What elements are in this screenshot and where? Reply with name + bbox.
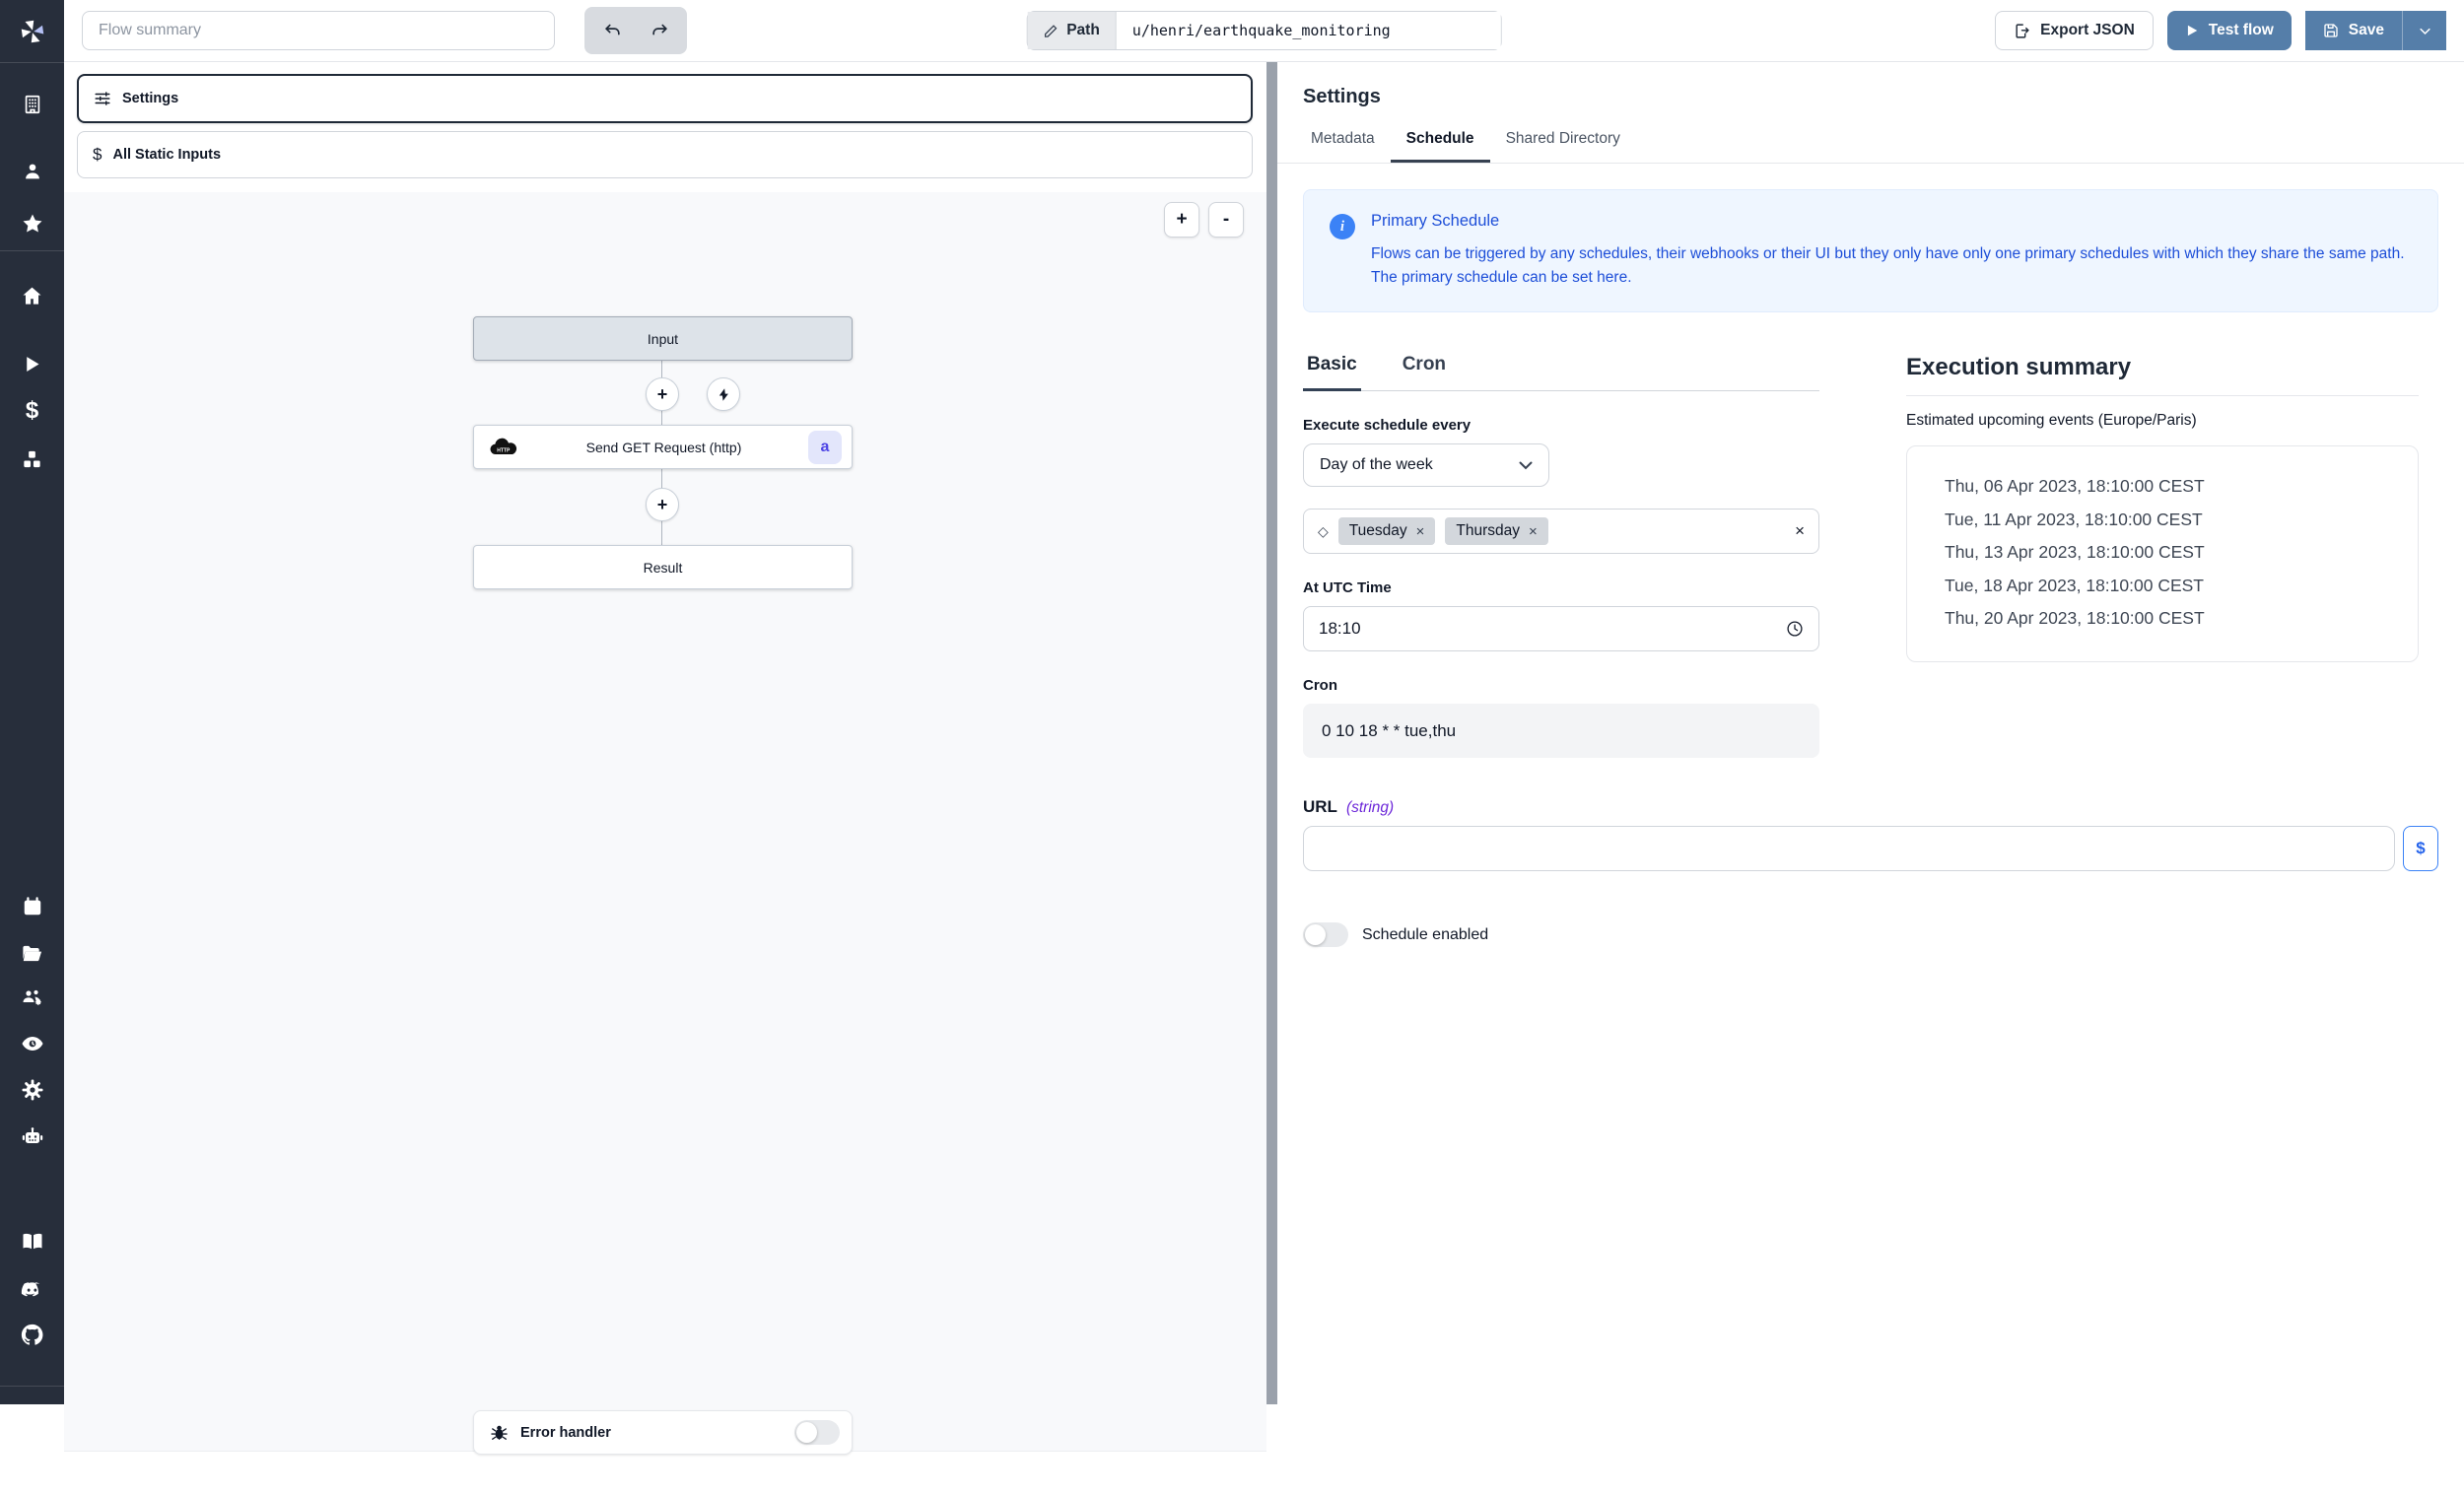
groups-users-gear-icon[interactable]	[0, 976, 64, 1021]
execution-summary-subtitle: Estimated upcoming events (Europe/Paris)	[1906, 412, 2197, 430]
clear-all-icon[interactable]: ×	[1795, 521, 1805, 541]
docs-book-icon[interactable]	[0, 1216, 64, 1267]
execution-summary-title: Execution summary	[1906, 354, 2419, 396]
all-static-inputs-row[interactable]: $ All Static Inputs	[77, 131, 1253, 178]
toggle-knob	[796, 1422, 817, 1443]
step-id-badge: a	[808, 431, 842, 464]
tab-cron[interactable]: Cron	[1402, 354, 1447, 375]
variables-dollar-icon[interactable]: $	[25, 397, 39, 424]
remove-day-icon[interactable]: ×	[1529, 522, 1538, 540]
insert-variable-button[interactable]: $	[2403, 826, 2438, 871]
bolt-icon	[717, 387, 731, 402]
chevron-down-icon	[1519, 461, 1533, 470]
test-flow-button[interactable]: Test flow	[2167, 11, 2292, 50]
schedule-columns	[1303, 354, 2438, 758]
home-icon[interactable]	[0, 251, 64, 340]
url-input[interactable]	[1303, 826, 2395, 871]
settings-panel	[1277, 62, 2464, 1404]
trigger-bolt-button[interactable]	[707, 377, 740, 411]
expand-sidebar-arrow-icon[interactable]	[0, 1387, 64, 1495]
svg-text:HTTP: HTTP	[497, 447, 511, 454]
day-pill-thursday: Thursday ×	[1445, 517, 1547, 545]
github-icon[interactable]	[0, 1311, 64, 1358]
schedule-frequency-select[interactable]: Day of the week	[1303, 443, 1549, 487]
app-sidebar	[0, 0, 64, 1404]
step-node-http[interactable]: HTTP Send GET Request (http) a	[473, 425, 853, 469]
schedule-tab-content	[1277, 164, 2464, 973]
clock-icon	[1786, 620, 1804, 638]
plus-icon: +	[656, 494, 668, 514]
schedule-enabled-label: Schedule enabled	[1362, 925, 1489, 943]
bug-icon	[490, 1423, 509, 1442]
export-icon	[2014, 23, 2030, 39]
workspace-building-icon[interactable]	[0, 63, 64, 146]
schedule-enabled-row	[1303, 922, 2438, 947]
path-label[interactable]: Path	[1027, 12, 1117, 49]
zoom-in-button[interactable]: +	[1164, 202, 1199, 238]
dollar-icon: $	[93, 145, 103, 164]
day-pill-tuesday: Tuesday ×	[1338, 517, 1436, 545]
toggle-knob	[1305, 924, 1326, 945]
result-node[interactable]: Result	[473, 545, 853, 589]
url-type-hint: (string)	[1345, 799, 1395, 817]
event-row: Thu, 06 Apr 2023, 18:10:00 CEST	[1945, 476, 2205, 497]
event-row: Tue, 11 Apr 2023, 18:10:00 CEST	[1945, 509, 2203, 529]
path-input[interactable]	[1117, 12, 1501, 49]
utc-time-label: At UTC Time	[1303, 579, 1392, 597]
info-title: Primary Schedule	[1371, 212, 1500, 230]
primary-schedule-info-box	[1303, 189, 2438, 312]
weekday-multiselect[interactable]	[1303, 509, 1819, 554]
flow-panel	[64, 62, 1266, 1441]
info-body: Flows can be triggered by any schedules, their webhooks or their UI but they only have only one primary schedules with which they share the same path. The primary schedule can be set here.	[1371, 245, 2405, 287]
info-icon: i	[1330, 214, 1355, 239]
workers-robot-icon[interactable]	[0, 1114, 64, 1161]
settings-panel-title: Settings	[1303, 86, 1381, 107]
save-dropdown-button[interactable]	[2403, 11, 2446, 50]
settings-gear-icon[interactable]	[0, 1066, 64, 1114]
windmill-logo-icon[interactable]	[0, 0, 64, 62]
user-icon[interactable]	[0, 146, 64, 197]
url-section	[1303, 797, 2438, 871]
settings-tabs	[1277, 122, 2464, 164]
event-row: Thu, 13 Apr 2023, 18:10:00 CEST	[1945, 542, 2205, 563]
canvas-zoom-controls	[1164, 202, 1244, 238]
star-icon[interactable]	[0, 197, 64, 250]
schedule-mode-tabs	[1303, 354, 1819, 391]
panel-resize-divider[interactable]	[1266, 62, 1277, 1404]
export-json-button[interactable]: Export JSON	[1995, 11, 2154, 50]
input-node[interactable]: Input	[473, 316, 853, 361]
execute-schedule-label: Execute schedule every	[1303, 417, 1472, 435]
flow-settings-row[interactable]: Settings	[77, 74, 1253, 123]
undo-button[interactable]	[588, 11, 636, 50]
save-icon	[2323, 23, 2339, 38]
topbar	[64, 0, 2464, 62]
execution-summary-column	[1906, 354, 2419, 758]
chevron-down-icon	[2418, 24, 2432, 38]
utc-time-input[interactable]: 18:10	[1303, 606, 1819, 651]
play-icon	[2185, 24, 2199, 37]
event-row: Tue, 18 Apr 2023, 18:10:00 CEST	[1945, 575, 2204, 595]
upcoming-events-box	[1906, 445, 2419, 662]
pencil-icon	[1043, 24, 1058, 38]
audit-logs-eye-icon[interactable]	[0, 1021, 64, 1066]
runs-play-icon[interactable]	[0, 340, 64, 387]
add-step-button[interactable]	[646, 488, 679, 521]
add-step-button[interactable]	[646, 377, 679, 411]
schedule-form-column	[1303, 354, 1819, 758]
flow-canvas[interactable]	[64, 192, 1266, 1452]
save-button[interactable]: Save	[2305, 11, 2403, 50]
diamond-handle-icon[interactable]: ◇	[1318, 522, 1329, 539]
resources-cubes-icon[interactable]	[0, 435, 64, 484]
save-split-button	[2305, 11, 2446, 50]
tab-metadata[interactable]: Metadata	[1311, 130, 1375, 147]
zoom-out-button[interactable]: -	[1208, 202, 1244, 238]
schedules-calendar-icon[interactable]	[0, 883, 64, 930]
redo-button[interactable]	[636, 11, 683, 50]
event-row: Thu, 20 Apr 2023, 18:10:00 CEST	[1945, 608, 2205, 629]
flow-summary-input[interactable]	[82, 11, 555, 50]
http-cloud-icon	[488, 436, 519, 459]
topbar-actions	[1995, 11, 2446, 50]
tab-basic[interactable]: Basic	[1303, 354, 1361, 391]
undo-redo-group	[584, 7, 687, 54]
tab-schedule[interactable]: Schedule	[1391, 122, 1490, 163]
remove-day-icon[interactable]: ×	[1415, 522, 1425, 540]
cron-label: Cron	[1303, 677, 1337, 695]
schedule-enabled-toggle[interactable]	[1303, 922, 1348, 947]
error-handler-card[interactable]: Error handler	[473, 1410, 853, 1455]
path-widget	[1026, 11, 1502, 50]
tab-shared-directory[interactable]: Shared Directory	[1505, 130, 1620, 147]
sliders-icon	[94, 90, 111, 107]
plus-icon: +	[656, 383, 668, 404]
folders-icon[interactable]	[0, 930, 64, 976]
discord-icon[interactable]	[0, 1267, 64, 1311]
error-handler-toggle[interactable]	[794, 1420, 840, 1445]
url-label: URL	[1303, 797, 1337, 817]
cron-expression-field: 0 10 18 * * tue,thu	[1303, 704, 1819, 758]
